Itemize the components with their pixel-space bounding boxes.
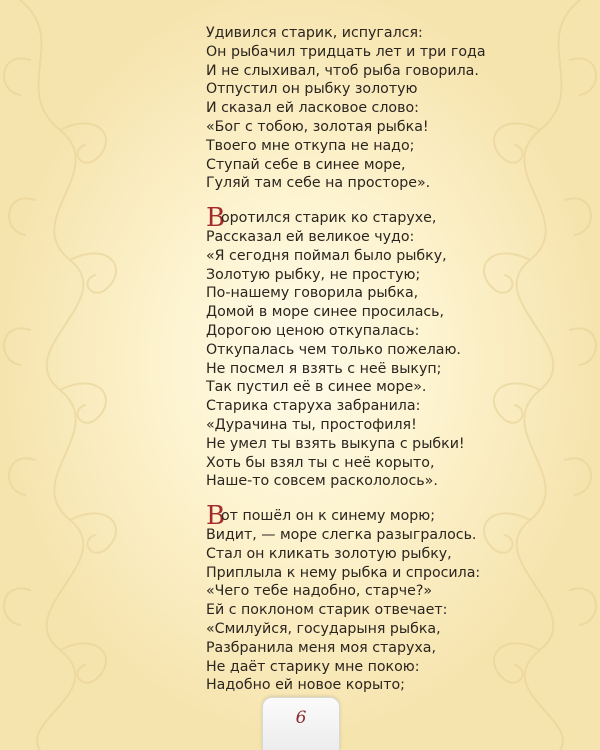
poem-line	[206, 582, 506, 601]
poem-line	[206, 80, 506, 99]
poem-line	[206, 203, 506, 234]
poem-line-text: Не умел ты взять выкупа с рыбки!	[206, 435, 465, 452]
stanza	[206, 501, 506, 695]
poem-line	[206, 303, 506, 322]
left-floral-ornament	[0, 0, 160, 750]
poem-line	[206, 228, 506, 247]
stanza	[206, 203, 506, 491]
poem-line-text: Рассказал ей великое чудо:	[206, 228, 415, 245]
poem-line-text: «Дурачина ты, простофиля!	[206, 416, 417, 433]
poem-line-text: оротился старик ко старухе,	[221, 210, 437, 227]
poem-line-text: от пошёл он к синему морю;	[221, 508, 435, 525]
poem-line-text: Ступай себе в синее море,	[206, 156, 406, 173]
poem-line	[206, 620, 506, 639]
poem-line	[206, 322, 506, 341]
poem-line	[206, 99, 506, 118]
page-number-tab	[262, 697, 340, 750]
poem-line	[206, 360, 506, 379]
stanza-gap	[206, 193, 506, 209]
poem-line-text: Видит, — море слегка разыгралось.	[206, 526, 477, 543]
poem-line-text: Откупалась чем только пожелаю.	[206, 341, 461, 358]
poem-line-text: Он рыбачил тридцать лет и три года	[206, 43, 486, 60]
poem-line	[206, 676, 506, 695]
poem-line	[206, 341, 506, 360]
poem-line	[206, 284, 506, 303]
poem-line-text: Стал он кликать золотую рыбку,	[206, 545, 452, 562]
poem-line-text: Разбранила меня моя старуха,	[206, 639, 436, 656]
poem-line	[206, 545, 506, 564]
poem-line-text: Приплыла к нему рыбка и спросила:	[206, 564, 481, 581]
poem-line	[206, 416, 506, 435]
poem-line	[206, 24, 506, 43]
poem-line-text: Наше-то совсем раскололось».	[206, 473, 438, 490]
poem-line	[206, 118, 506, 137]
poem-line-text: И не слыхивал, чтоб рыба говорила.	[206, 62, 479, 79]
poem-line	[206, 454, 506, 473]
poem-line-text: Не даёт старику мне покою:	[206, 658, 420, 675]
poem-line-text: «Смилуйся, государыня рыбка,	[206, 620, 441, 637]
poem-line-text: Старика старуха забранила:	[206, 398, 421, 415]
stanza	[206, 24, 506, 193]
poem-line	[206, 601, 506, 620]
poem-line-text: Надобно ей новое корыто;	[206, 677, 405, 694]
poem-line	[206, 378, 506, 397]
poem-line	[206, 137, 506, 156]
poem-line	[206, 435, 506, 454]
poem-line	[206, 472, 506, 491]
poem-line	[206, 266, 506, 285]
poem-line	[206, 397, 506, 416]
drop-cap-initial: В	[206, 501, 226, 532]
poem-line-text: Золотую рыбку, не простую;	[206, 266, 421, 283]
poem-line-text: Отпустил он рыбку золотую	[206, 81, 418, 98]
poem-line-text: «Я сегодня поймал было рыбку,	[206, 247, 447, 264]
poem-line	[206, 658, 506, 677]
poem-line-text: Удивился старик, испугался:	[206, 25, 423, 41]
poem-line-text: По-нашему говорила рыбка,	[206, 285, 419, 302]
poem-line	[206, 639, 506, 658]
poem-line	[206, 526, 506, 545]
poem-line	[206, 43, 506, 62]
poem-line-text: Так пустил её в синее море».	[206, 379, 427, 396]
poem-line	[206, 174, 506, 193]
poem-line	[206, 156, 506, 175]
poem-line	[206, 247, 506, 266]
page-number: 6	[295, 708, 307, 728]
poem-line-text: Твоего мне откупа не надо;	[206, 137, 415, 154]
poem-line-text: Не посмел я взять с неё выкуп;	[206, 360, 442, 377]
poem-line-text: «Бог с тобою, золотая рыбка!	[206, 118, 429, 135]
poem-line	[206, 62, 506, 81]
poem-text	[206, 24, 506, 695]
poem-line	[206, 564, 506, 583]
poem-line-text: Гуляй там себе на просторе».	[206, 175, 431, 192]
poem-line-text: Ей с поклоном старик отвечает:	[206, 602, 448, 619]
poem-line-text: Дорогою ценою откупалась:	[206, 322, 420, 339]
poem-line-text: Домой в море синее просилась,	[206, 304, 445, 321]
poem-line-text: «Чего тебе надобно, старче?»	[206, 583, 433, 600]
poem-line-text: Хоть бы взял ты с неё корыто,	[206, 454, 435, 471]
poem-line-text: И сказал ей ласковое слово:	[206, 100, 419, 117]
drop-cap-initial: В	[206, 203, 226, 234]
poem-line	[206, 501, 506, 532]
stanza-gap	[206, 491, 506, 507]
